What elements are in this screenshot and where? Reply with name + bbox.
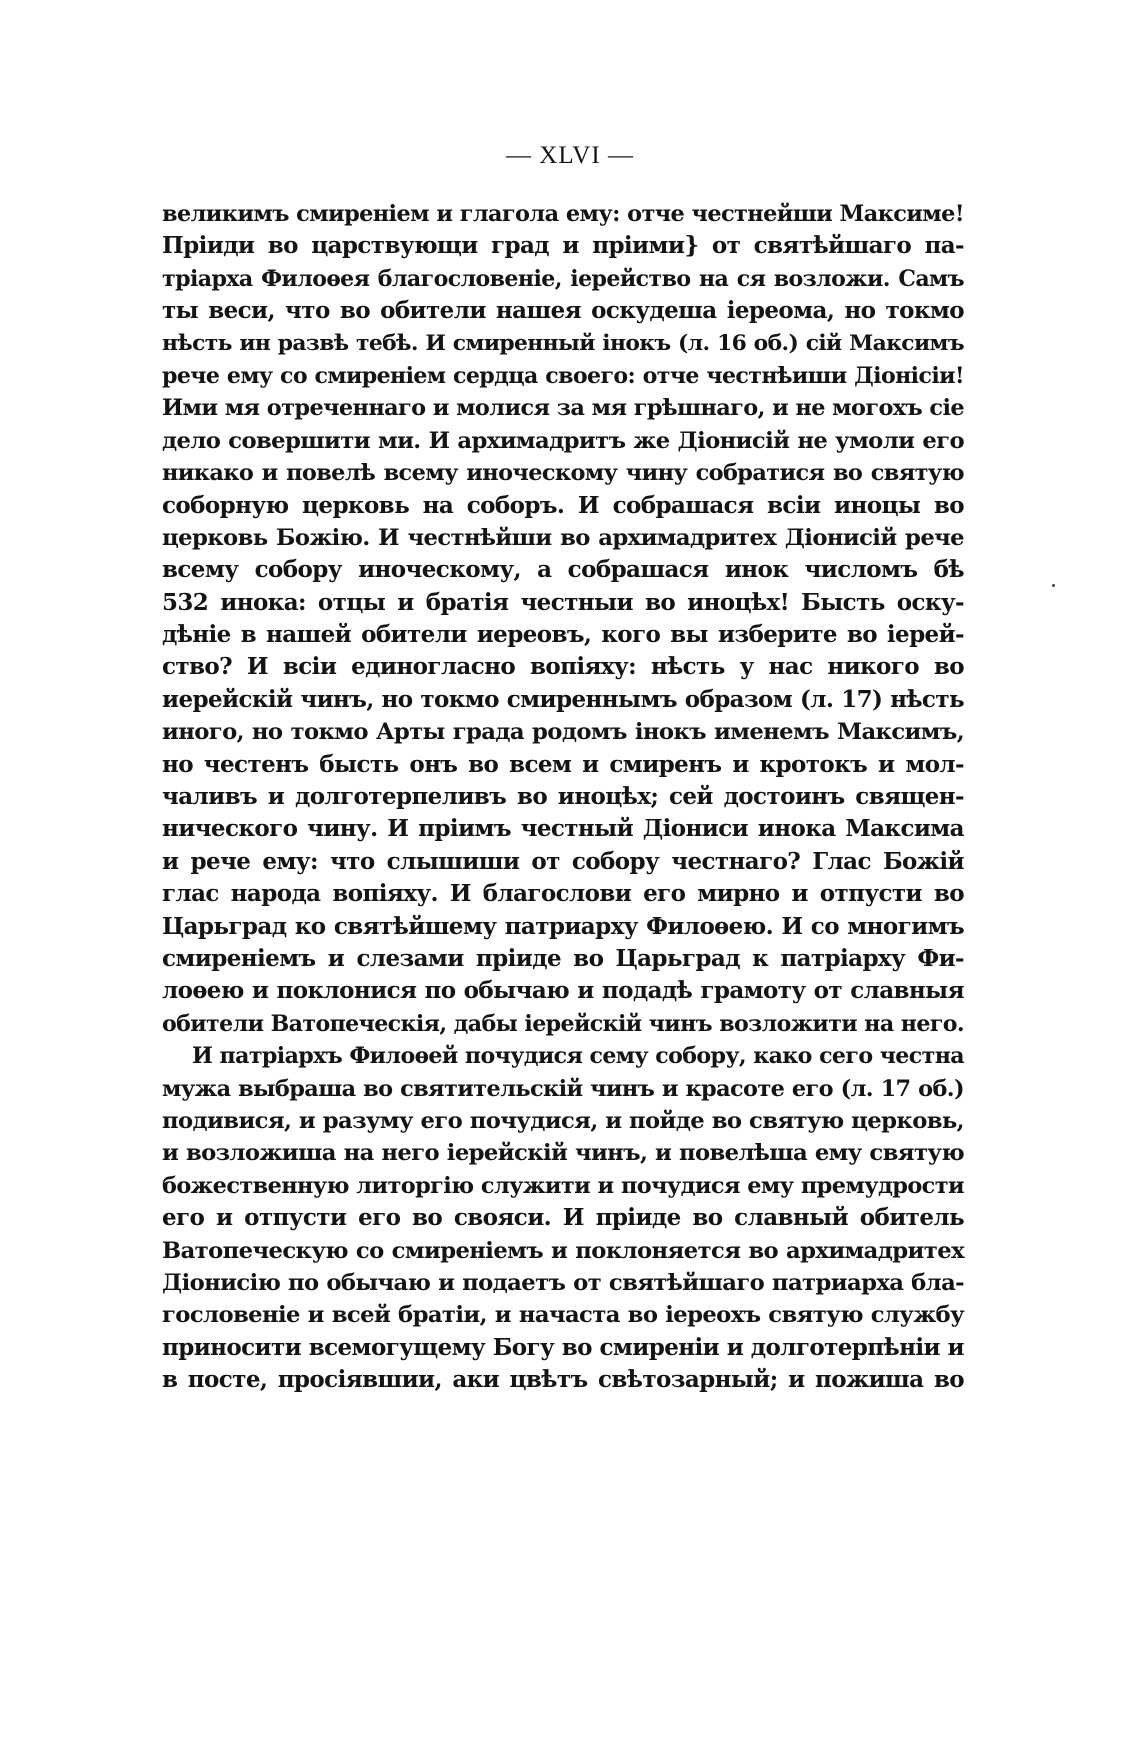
text-line: Царьград ко святѣйшему патриарху Филоѳею. И со многимъ xyxy=(162,912,964,940)
text-line: ство? И всіи единогласно вопіяху: нѣсть у нас никого во xyxy=(162,653,964,681)
text-line: иного, но токмо Арты града родомъ інокъ именемъ Максимъ, xyxy=(162,719,964,746)
text-line: иерейскій чинъ, но токмо смиреннымъ образом (л. 17) нѣсть xyxy=(162,685,964,713)
text-line: и рече ему: что слышиши от собору честнаго? Глас Божій xyxy=(162,847,964,875)
text-line: нѣсть ин развѣ тебѣ. И смиренный інокъ (л. 16 об.) сій Максимъ xyxy=(162,330,964,356)
text-line: и возложиша на него іерейскій чинъ, и повелѣша ему святую xyxy=(162,1140,964,1167)
text-line: приносити всемогущему Богу во смиреніи и долготерпѣніи и xyxy=(162,1333,964,1361)
text-line: обители Ватопеческія, дабы іерейскій чинъ возложити на него. xyxy=(162,1010,964,1037)
text-line: подивися, и разуму его почудися, и пойде во святую церковь, xyxy=(162,1107,964,1134)
page-number: — XLVI — xyxy=(506,142,634,169)
text-line: глас народа вопіяху. И благослови его мирно и отпусти во xyxy=(162,880,964,908)
text-line: всему собору иноческому, а собрашася инок числомъ бѣ xyxy=(162,556,964,584)
text-line: божественную литоргію служити и почудися ему премудрости xyxy=(162,1172,964,1199)
text-line: тріарха Филоѳея благословеніе, іерейство на ся возложи. Самъ xyxy=(162,265,964,292)
text-line: гословеніе и всей братіи, и начаста во іереохъ святую службу xyxy=(162,1302,964,1329)
paragraph-1 xyxy=(162,198,964,1040)
text-line: лоѳею и поклонися по обычаю и подадѣ грамоту от славныя xyxy=(162,977,964,1005)
text-line: смиреніемъ и слезами пріиде во Царьград к патріарху Фи- xyxy=(162,944,964,972)
body-text xyxy=(162,198,964,1396)
text-line: нического чину. И пріимъ честный Діониси инока Максима xyxy=(162,815,964,843)
text-line: Ватопеческую со смиреніемъ и поклоняется во архимадритех xyxy=(162,1237,964,1264)
text-line: церковь Божію. И честнѣйши во архимадритех Діонисій рече xyxy=(162,524,964,551)
text-line: его и отпусти его во свояси. И пріиде во славный обитель xyxy=(162,1204,964,1232)
text-line: ты веси, что во обители нашея оскудеша іереома, но токмо xyxy=(162,297,964,325)
text-line: дело совершити ми. И архимадритъ же Діонисій не умоли его xyxy=(162,427,964,454)
text-line: великимъ смиреніем и глагола ему: отче честнейши Максиме! xyxy=(162,201,964,227)
text-line: 532 инока: отцы и братія честныи во иноцѣх! Бысть оску- xyxy=(162,588,964,616)
text-line: И патріархъ Филоѳей почудися сему собору, како сего честна xyxy=(192,1043,964,1070)
text-line: но честенъ бысть онъ во всем и смиренъ и кротокъ и мол- xyxy=(162,750,964,778)
text-line: никако и повелѣ всему иноческому чину собратися во святую xyxy=(162,460,964,487)
text-line: Пріиди во царствующи град и пріими} от святѣйшаго па- xyxy=(162,232,964,260)
text-line: рече ему со смиреніем сердца своего: отче честнѣиши Діонісіи! xyxy=(162,362,964,389)
paragraph-2 xyxy=(162,1040,964,1396)
text-line: Ими мя отреченнаго и молися за мя грѣшнаго, и не могохъ сіе xyxy=(162,395,964,422)
text-line: дѣніе в нашей обители иереовъ, кого вы изберите во іерей- xyxy=(162,621,964,649)
text-line: Діонисію по обычаю и подаетъ от святѣйшаго патриарха бла- xyxy=(162,1269,964,1296)
scan-speck xyxy=(1052,584,1055,587)
text-line: мужа выбраша во святительскій чинъ и красоте его (л. 17 об.) xyxy=(162,1075,964,1102)
text-line: чаливъ и долготерпеливъ во иноцѣх; сей достоинъ священ- xyxy=(162,783,964,811)
text-line: в посте, просіявшии, аки цвѣтъ свѣтозарный; и пожиша во xyxy=(162,1366,964,1394)
text-line: соборную церковь на соборъ. И собрашася всіи иноцы во xyxy=(162,491,964,519)
